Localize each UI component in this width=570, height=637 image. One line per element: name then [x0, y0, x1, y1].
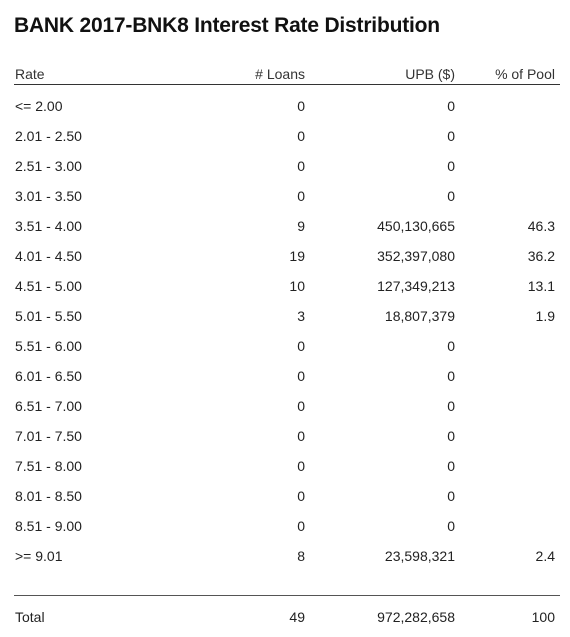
- cell-rate: 2.01 - 2.50: [15, 128, 82, 144]
- total-label: Total: [15, 609, 45, 625]
- table-row: [14, 511, 560, 541]
- cell-loans: 0: [297, 128, 305, 144]
- cell-rate: 5.51 - 6.00: [15, 338, 82, 354]
- cell-rate: 7.51 - 8.00: [15, 458, 82, 474]
- cell-upb: 0: [447, 458, 455, 474]
- cell-upb: 23,598,321: [384, 548, 455, 564]
- column-header-upb: UPB ($): [405, 66, 455, 82]
- cell-pct: 2.4: [535, 548, 555, 564]
- cell-upb: 0: [447, 188, 455, 204]
- cell-loans: 0: [297, 368, 305, 384]
- cell-upb: 127,349,213: [377, 278, 455, 294]
- table-body: [14, 85, 560, 571]
- column-header-loans: # Loans: [255, 66, 305, 82]
- table-row: [14, 181, 560, 211]
- total-pct: 100: [531, 609, 555, 625]
- cell-rate: 8.01 - 8.50: [15, 488, 82, 504]
- table-row: [14, 211, 560, 241]
- table-row: [14, 241, 560, 271]
- cell-loans: 19: [289, 248, 305, 264]
- cell-upb: 0: [447, 338, 455, 354]
- cell-loans: 9: [297, 218, 305, 234]
- cell-loans: 3: [297, 308, 305, 324]
- table-row: [14, 361, 560, 391]
- interest-rate-table: [14, 64, 560, 571]
- cell-rate: 3.51 - 4.00: [15, 218, 82, 234]
- cell-rate: 3.01 - 3.50: [15, 188, 82, 204]
- table-row: [14, 451, 560, 481]
- cell-loans: 0: [297, 158, 305, 174]
- column-header-pct: % of Pool: [495, 66, 555, 82]
- cell-loans: 8: [297, 548, 305, 564]
- cell-pct: 36.2: [527, 248, 555, 264]
- cell-rate: 8.51 - 9.00: [15, 518, 82, 534]
- cell-loans: 0: [297, 338, 305, 354]
- cell-upb: 0: [447, 398, 455, 414]
- cell-pct: 46.3: [527, 218, 555, 234]
- total-row: [14, 602, 560, 632]
- cell-loans: 0: [297, 98, 305, 114]
- table-row: [14, 91, 560, 121]
- cell-upb: 0: [447, 368, 455, 384]
- cell-loans: 0: [297, 488, 305, 504]
- page-title: BANK 2017-BNK8 Interest Rate Distribution: [14, 14, 440, 37]
- cell-loans: 0: [297, 458, 305, 474]
- column-header-rate: Rate: [15, 66, 45, 82]
- cell-rate: >= 9.01: [15, 548, 63, 564]
- cell-pct: 13.1: [527, 278, 555, 294]
- total-upb: 972,282,658: [377, 609, 455, 625]
- cell-rate: 5.01 - 5.50: [15, 308, 82, 324]
- table-row: [14, 151, 560, 181]
- cell-rate: <= 2.00: [15, 98, 63, 114]
- cell-upb: 0: [447, 98, 455, 114]
- total-divider: [14, 595, 560, 596]
- cell-upb: 0: [447, 488, 455, 504]
- table-row: [14, 331, 560, 361]
- table-row: [14, 391, 560, 421]
- table-row: [14, 481, 560, 511]
- cell-loans: 0: [297, 398, 305, 414]
- table-header: [14, 64, 560, 85]
- table-row: [14, 541, 560, 571]
- table-row: [14, 121, 560, 151]
- cell-loans: 0: [297, 428, 305, 444]
- cell-upb: 352,397,080: [377, 248, 455, 264]
- cell-rate: 2.51 - 3.00: [15, 158, 82, 174]
- table-row: [14, 421, 560, 451]
- cell-loans: 0: [297, 518, 305, 534]
- cell-loans: 0: [297, 188, 305, 204]
- cell-rate: 4.01 - 4.50: [15, 248, 82, 264]
- cell-upb: 0: [447, 158, 455, 174]
- total-loans: 49: [289, 609, 305, 625]
- cell-rate: 4.51 - 5.00: [15, 278, 82, 294]
- cell-upb: 0: [447, 518, 455, 534]
- cell-upb: 18,807,379: [384, 308, 455, 324]
- cell-pct: 1.9: [535, 308, 555, 324]
- cell-upb: 450,130,665: [377, 218, 455, 234]
- table-row: [14, 271, 560, 301]
- table-row: [14, 301, 560, 331]
- cell-rate: 6.01 - 6.50: [15, 368, 82, 384]
- cell-upb: 0: [447, 428, 455, 444]
- cell-rate: 6.51 - 7.00: [15, 398, 82, 414]
- cell-upb: 0: [447, 128, 455, 144]
- cell-rate: 7.01 - 7.50: [15, 428, 82, 444]
- cell-loans: 10: [289, 278, 305, 294]
